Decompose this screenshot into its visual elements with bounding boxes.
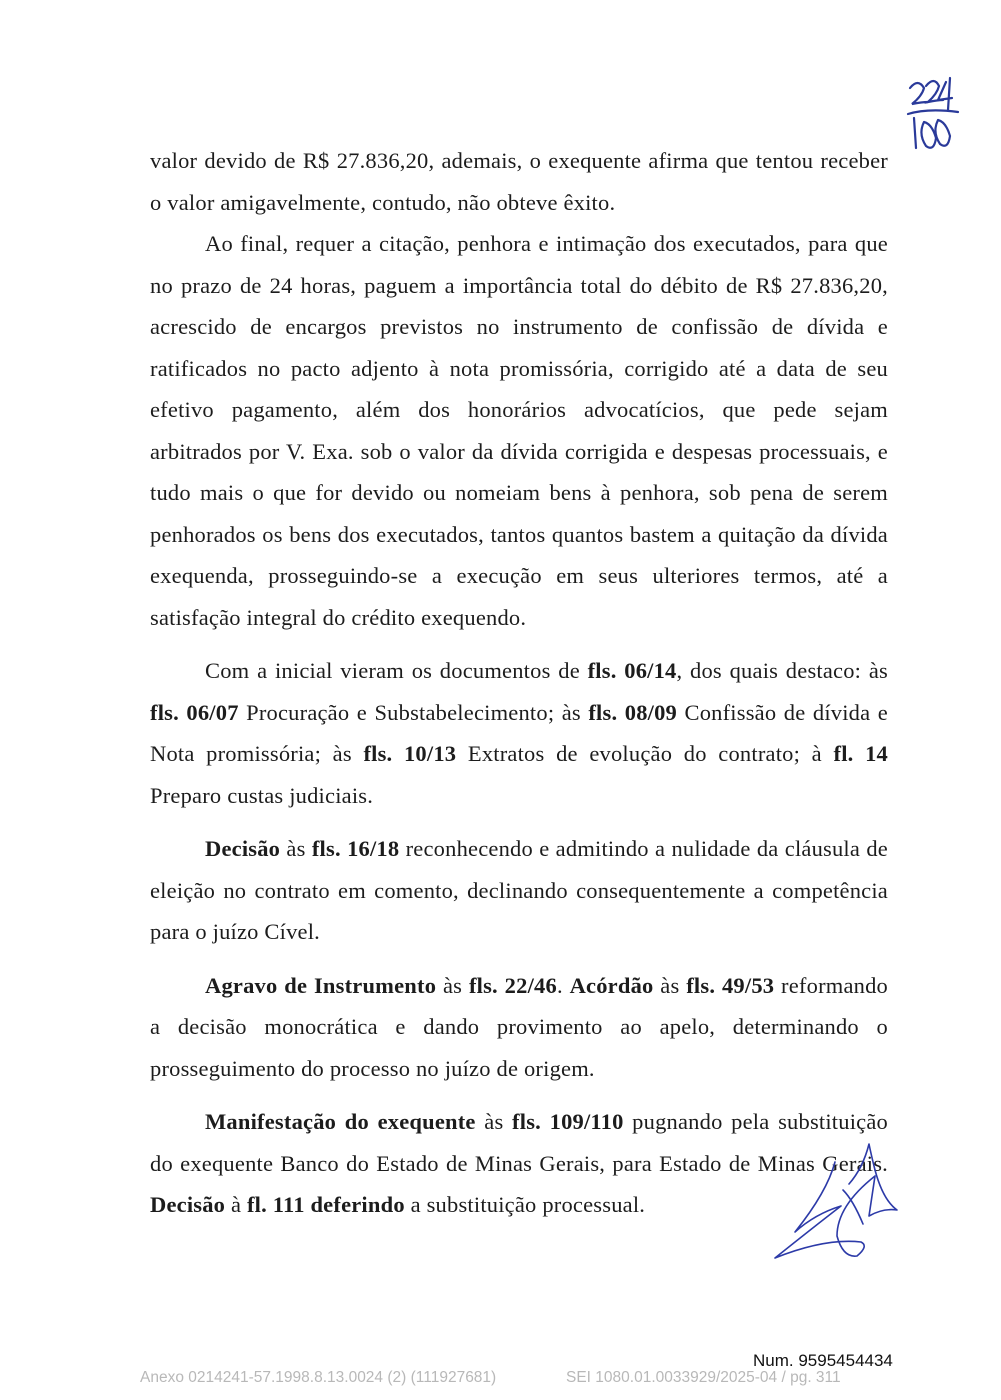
text-segment: Extratos de evolução do contrato; à: [456, 741, 834, 766]
document-number: Num. 9595454434: [753, 1351, 893, 1370]
bold-text-segment: Decisão: [205, 836, 281, 861]
text-segment: Confissão de dívida e Nota promissória; às: [150, 699, 888, 766]
text-segment: , dos quais destaco: às: [676, 658, 888, 683]
text-segment: a substituição processual.: [404, 1192, 646, 1217]
bold-text-segment: fls. 22/46: [468, 972, 557, 998]
bold-text-segment: Decisão: [150, 1192, 226, 1217]
text-segment: Procuração e Substabelecimento; às: [238, 699, 589, 725]
text-segment: Preparo custas judiciais.: [150, 782, 374, 808]
text-segment: .: [556, 972, 570, 998]
text-segment: às: [653, 972, 687, 998]
bold-text-segment: fls. 16/18: [311, 836, 400, 861]
bold-text-segment: fls. 06/14: [587, 658, 677, 683]
bold-text-segment: Acórdão: [569, 972, 654, 998]
text-segment: Com a inicial vieram os documentos de: [205, 658, 588, 683]
document-body: [150, 140, 888, 1226]
text-segment: à: [225, 1192, 247, 1217]
bold-text-segment: fls. 08/09: [588, 699, 678, 725]
text-segment: às: [436, 972, 469, 998]
sei-reference: SEI 1080.01.0033929/2025-04 / pg. 311: [566, 1369, 841, 1386]
bold-text-segment: fl. 111 deferindo: [246, 1192, 405, 1217]
bold-text-segment: Agravo de Instrumento: [205, 972, 437, 998]
text-segment: valor devido de R$ 27.836,20, ademais, o exequente afirma que tentou receber o valor amigavelmente, contudo, não obteve êxito.: [150, 148, 888, 215]
bold-text-segment: fls. 06/07: [150, 699, 239, 725]
annex-reference: Anexo 0214241-57.1998.8.13.0024 (2) (111927681): [140, 1369, 497, 1386]
paragraph: [150, 965, 888, 1090]
text-segment: Ao final, requer a citação, penhora e intimação dos executados, para que no prazo de 24 horas, paguem a importância total do débito de R$ 27.836,20, acrescido de encargos previstos no instrumento de confissão de dívida e ratificados no pacto adjento à nota promissória, corrigido até a data de seu efetivo pagamento, além dos honorários advocatícios, que pede sejam arbitrados por V. Exa. sob o valor da dívida corrigida e despesas processuais, e tudo mais o que for devido ou nomeiam bens à penhora, sob pena de serem penhorados os bens dos executados, tantos quantos bastem a quitação da dívida exequenda, prosseguindo-se a execução em seus ulteriores termos, até a satisfação integral do crédito exequendo.: [150, 231, 888, 630]
bold-text-segment: fls. 109/110: [512, 1109, 624, 1134]
text-segment: às: [280, 836, 312, 861]
text-segment: reformando a decisão monocrática e dando provimento ao apelo, determinando o prosseguimento do processo no juízo de origem.: [150, 972, 888, 1081]
paragraph: [150, 140, 888, 223]
text-segment: pugnando pela substituição do exequente Banco do Estado de Minas Gerais, para Estado de Minas Gerais.: [150, 1109, 888, 1176]
bold-text-segment: fls. 49/53: [686, 972, 775, 998]
handwritten-signature: [765, 1140, 905, 1280]
text-segment: reconhecendo e admitindo a nulidade da cláusula de eleição no contrato em comento, declinando consequentemente a competência para o juízo Cível.: [150, 836, 888, 944]
text-segment: às: [475, 1109, 513, 1134]
paragraph: [150, 650, 888, 816]
bold-text-segment: fls. 10/13: [363, 741, 457, 766]
bold-text-segment: Manifestação do exequente: [205, 1109, 476, 1134]
paragraph: [150, 223, 888, 638]
bold-text-segment: fl. 14: [833, 741, 888, 766]
paragraph: [150, 828, 888, 953]
handwritten-page-number-stamp: [900, 70, 964, 160]
